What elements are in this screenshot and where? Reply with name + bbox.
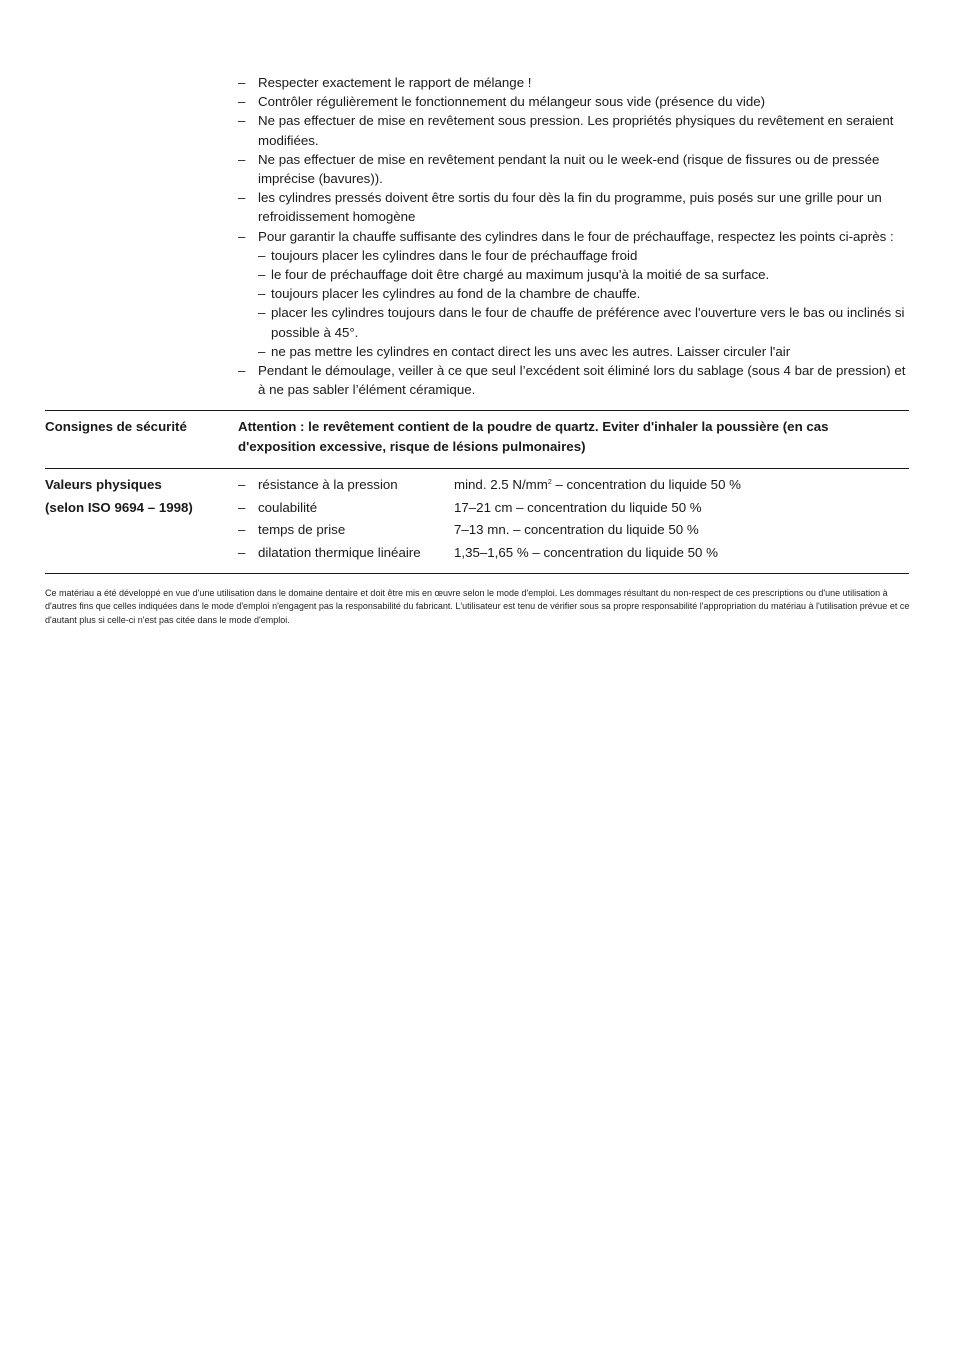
list-item (238, 150, 910, 188)
sub-list-item (238, 303, 910, 341)
dash: – (238, 228, 246, 244)
table-row (238, 497, 910, 520)
physical-values-title: Valeurs physiques (45, 477, 162, 492)
section-divider (45, 573, 909, 574)
dash: – (238, 113, 246, 129)
list-item-text: Contrôler régulièrement le fonctionnement du mélangeur sous vide (présence du vide) (258, 94, 766, 110)
physical-values-standard: (selon ISO 9694 – 1998) (45, 499, 193, 515)
sub-list-item (238, 246, 910, 265)
list-item (238, 92, 910, 111)
dash: – (258, 343, 266, 359)
sub-list-item (238, 265, 910, 284)
dash: – (238, 499, 246, 515)
sub-item-text: placer les cylindres toujours dans le four de chauffe de préférence avec l'ouverture vers le bas ou inclinés si possible à 45°. (271, 305, 905, 340)
section-divider (45, 410, 909, 411)
dash: – (238, 477, 246, 492)
list-item-text: Pendant le démoulage, veiller à ce que seul l’excédent soit éliminé lors du sablage (sous 4 bar de pression) et à ne pas sabler l’élément céramique. (258, 363, 906, 398)
list-item-text: Ne pas effectuer de mise en revêtement sous pression. Les propriétés physiques du revêtement en seraient modifiées. (258, 113, 894, 148)
disclaimer-footer: Ce matériau a été développé en vue d'une utilisation dans le domaine dentaire et doit être mis en œuvre selon le mode d'emploi. Les dommages résultant du non-respect de ces prescriptions ou d'une utilisation à d'autres fins que celles indiquées dans le mode d'emploi n'engagent pas la responsabilité du fabricant. L'utilisateur est tenu de vérifier sous sa propre responsabilité l'appropriation du matériau à l'utilisation prévue et ce d'autant plus si celle-ci n'est pas citée dans le mode d'emploi. (45, 588, 910, 625)
property-name: dilatation thermique linéaire (258, 544, 421, 560)
sub-list-item (238, 284, 910, 303)
sub-list-item (238, 342, 910, 361)
dash: – (238, 151, 246, 167)
dash: – (238, 94, 246, 110)
property-value: 7–13 mn. – concentration du liquide 50 % (454, 522, 699, 537)
section-divider (45, 468, 909, 469)
list-item (238, 361, 910, 399)
dash: – (238, 190, 246, 206)
dash: – (238, 363, 246, 379)
list-item (238, 73, 910, 92)
dash: – (258, 305, 266, 321)
safety-warning: Attention : le revêtement contient de la poudre de quartz. Eviter d'inhaler la poussière (en cas d'exposition excessive, risque de lésions pulmonaires) (238, 419, 829, 454)
dash: – (258, 247, 266, 263)
table-row (238, 474, 910, 497)
safety-label: Consignes de sécurité (45, 419, 187, 434)
dash: – (258, 286, 266, 302)
table-row (238, 542, 910, 565)
dash: – (238, 75, 246, 90)
property-value: mind. 2.5 $N/mm^2$ – concentration du liquide 50 % (454, 477, 741, 492)
list-item (238, 227, 910, 246)
dash: – (238, 522, 246, 537)
sub-item-text: le four de préchauffage doit être chargé au maximum jusqu'à la moitié de sa surface. (271, 267, 770, 283)
sub-item-text: ne pas mettre les cylindres en contact direct les uns avec les autres. Laisser circuler l'air (271, 343, 791, 359)
property-name: résistance à la pression (258, 477, 398, 492)
unit-superscript: 2 (547, 479, 552, 486)
table-row (238, 519, 910, 542)
property-name: coulabilité (258, 499, 318, 515)
list-item (238, 111, 910, 149)
property-value: 1,35–1,65 % – concentration du liquide 50 % (454, 544, 718, 560)
dash: – (238, 544, 246, 560)
list-item (238, 188, 910, 226)
list-item-text: les cylindres pressés doivent être sortis du four dès la fin du programme, puis posés sur une grille pour un refroidissement homogène (258, 190, 882, 225)
physical-values-label (45, 474, 230, 519)
sub-item-text: toujours placer les cylindres dans le four de préchauffage froid (271, 247, 638, 263)
sub-item-text: toujours placer les cylindres au fond de la chambre de chauffe. (271, 286, 641, 302)
property-value: 17–21 cm – concentration du liquide 50 % (454, 499, 702, 515)
dash: – (258, 267, 266, 283)
instructions-list (238, 73, 910, 399)
list-item-text: Ne pas effectuer de mise en revêtement pendant la nuit ou le week-end (risque de fissures ou de pressée imprécise (bavures)). (258, 151, 880, 187)
list-item-text: Pour garantir la chauffe suffisante des cylindres dans le four de préchauffage, respectez les points ci-après : (258, 228, 894, 244)
property-name: temps de prise (258, 522, 346, 537)
list-item-text: Respecter exactement le rapport de mélange ! (258, 75, 532, 90)
physical-values-table (238, 474, 910, 564)
